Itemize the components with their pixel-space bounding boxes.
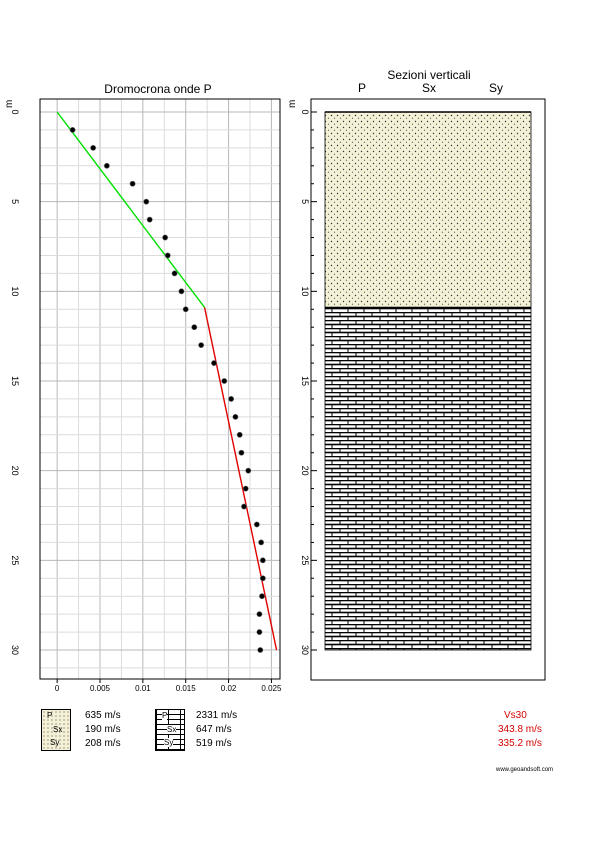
y-tick-label: 5 (300, 199, 310, 205)
legend-sand-p-label: P (47, 711, 53, 720)
y-tick-label: 10 (10, 286, 20, 297)
data-point (260, 576, 265, 581)
vs30-value-2: 335.2 m/s (498, 738, 542, 749)
data-point (246, 468, 251, 473)
website-credit: www.geoandsoft.com (496, 767, 554, 773)
y-axis-unit-left: m (4, 99, 15, 108)
chart-title-left: Dromocrona onde P (104, 82, 212, 96)
legend-brick-sy-value: 519 m/s (196, 738, 232, 749)
legend-brick-sx-value: 647 m/s (196, 724, 232, 735)
vs30-value-1: 343.8 m/s (498, 724, 542, 735)
x-tick-label: 0.01 (135, 684, 151, 693)
data-point (259, 540, 264, 545)
y-tick-label: 5 (10, 199, 20, 205)
data-point (258, 647, 263, 652)
data-point (147, 217, 152, 222)
data-point (165, 253, 170, 258)
legend-brick-p-label: P (162, 711, 168, 720)
data-point (260, 558, 265, 563)
legend-sand-sx-label: Sx (53, 725, 63, 734)
x-tick-label: 0.015 (175, 684, 196, 693)
sezioni-chart (300, 81, 545, 680)
y-tick-label: 20 (300, 465, 310, 476)
layer-sand (325, 112, 531, 307)
chart-frame-left (40, 99, 280, 679)
legend-sand-sy-value: 208 m/s (85, 738, 121, 749)
x-tick-label: 0.005 (89, 684, 111, 693)
y-axis-unit-right: m (287, 99, 298, 108)
data-point (144, 199, 149, 204)
vs30-label: Vs30 (504, 710, 527, 721)
layer-brick (325, 307, 531, 650)
data-point (233, 414, 238, 419)
data-point (257, 629, 262, 634)
y-tick-label: 25 (300, 555, 310, 566)
data-point (243, 486, 248, 491)
y-tick-label: 0 (10, 109, 20, 115)
data-point (70, 127, 75, 132)
x-tick-label: 0.02 (220, 684, 237, 693)
y-tick-label: 30 (300, 644, 310, 656)
x-tick-label: 0 (54, 684, 60, 693)
legend-sand-sx-value: 190 m/s (85, 724, 121, 735)
data-point (222, 378, 227, 383)
data-point (237, 432, 242, 437)
data-point (257, 612, 262, 617)
data-point (163, 235, 168, 240)
data-point (104, 163, 109, 168)
legend-sand-p-value: 635 m/s (85, 710, 121, 721)
data-point (211, 360, 216, 365)
y-tick-label: 25 (10, 555, 20, 566)
data-point (172, 271, 177, 276)
legend-brick-p-value: 2331 m/s (196, 710, 238, 721)
column-header-p: P (357, 81, 367, 95)
y-tick-label: 30 (10, 644, 20, 656)
y-tick-label: 10 (300, 286, 310, 297)
y-tick-label: 20 (10, 465, 20, 476)
dromocrona-chart (10, 99, 282, 693)
column-header-sy: Sy (488, 81, 504, 95)
legend-brick-sy-label: Sy (164, 738, 174, 747)
data-point (229, 396, 234, 401)
y-tick-label: 15 (10, 375, 20, 387)
data-point (192, 325, 197, 330)
data-point (179, 289, 184, 294)
data-point (241, 504, 246, 509)
legend-sand-sy-label: Sy (50, 738, 60, 747)
data-point (239, 450, 244, 455)
data-point (259, 594, 264, 599)
x-tick-label: 0.025 (261, 684, 282, 693)
data-point (183, 307, 188, 312)
data-point (130, 181, 135, 186)
y-tick-label: 15 (300, 375, 310, 387)
data-point (254, 522, 259, 527)
data-point (91, 145, 96, 150)
legend-brick-sx-label: Sx (167, 725, 177, 734)
column-header-sx: Sx (421, 81, 437, 95)
y-tick-label: 0 (300, 109, 310, 115)
data-point (199, 343, 204, 348)
chart-title-right: Sezioni verticali (387, 68, 471, 82)
